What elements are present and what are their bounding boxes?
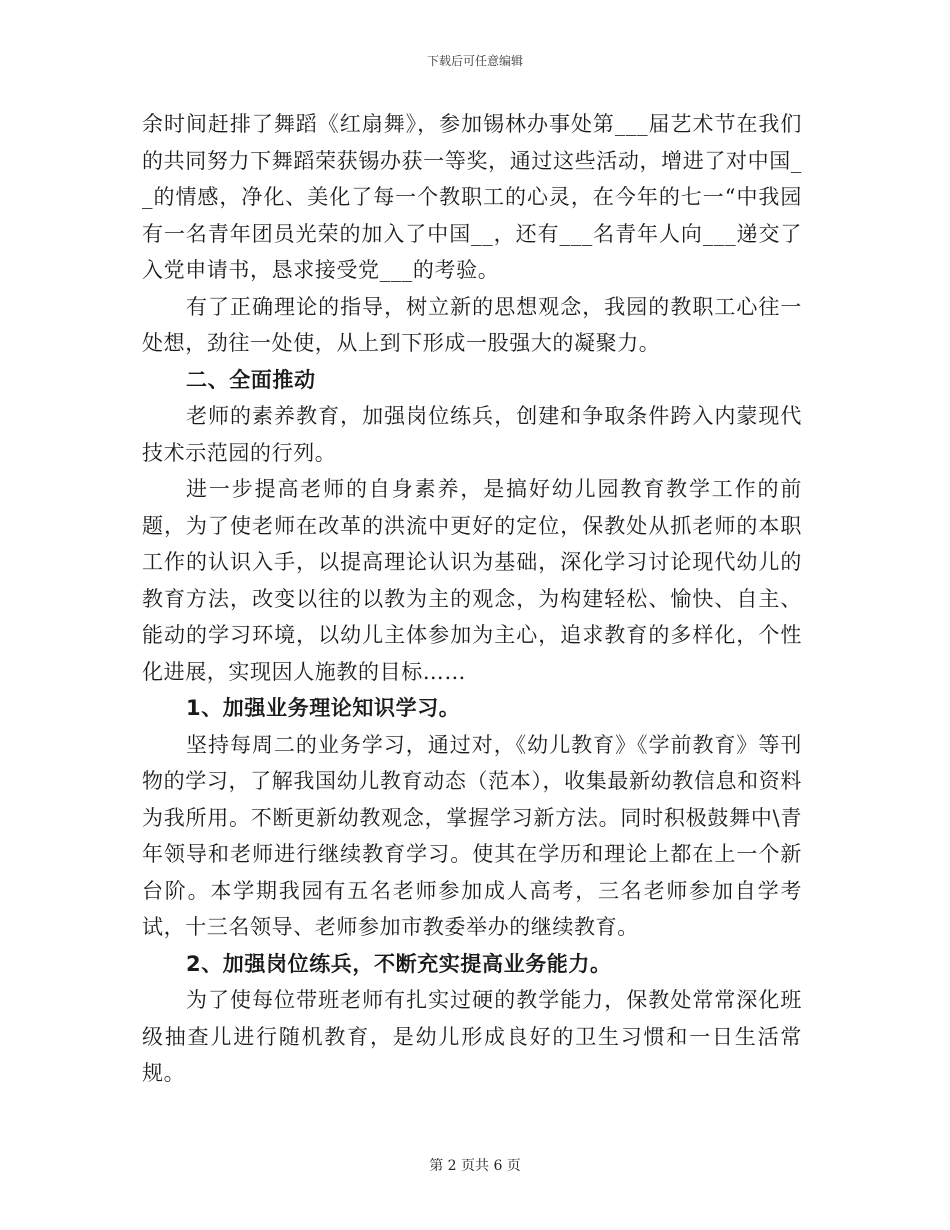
subheading-theory-study: 1、加强业务理论知识学习。 <box>186 696 461 720</box>
page-header: 下载后可任意编辑 <box>426 54 523 68</box>
paragraph-continuation: 余时间赶排了舞蹈《红扇舞》，参加锡林办事处第___届艺术节在我们的共同努力下舞蹈荣获锡办获一等奖，通过这些活动，增进了对中国__的情感，净化、美化了每一个教职工的心灵，在今年的七一“中我园有一名青年团员光荣的加入了中国__，还有___名青年人向___递交了入党申请书，恳求接受党___的考验。 <box>142 112 802 282</box>
document-body <box>142 106 802 1092</box>
paragraph-improve-quality: 进一步提高老师的自身素养，是搞好幼儿园教育教学工作的前题，为了使老师在改革的洪流中更好的定位，保教处从抓老师的本职工作的认识入手，以提高理论认识为基础，深化学习讨论现代幼儿的教育方法，改变以往的以教为主的观念，为构建轻松、愉快、自主、能动的学习环境，以幼儿主体参加为主心，追求教育的多样化，个性化进展，实现因人施教的目标…… <box>142 477 802 684</box>
paragraph-teacher-quality: 老师的素养教育，加强岗位练兵，创建和争取条件跨入内蒙现代技术示范园的行列。 <box>142 404 802 465</box>
subheading-job-training: 2、加强岗位练兵，不断充实提高业务能力。 <box>186 951 612 976</box>
paragraph-cohesion: 有了正确理论的指导，树立新的思想观念，我园的教职工心往一处想，劲往一处使，从上到下形成一股强大的凝聚力。 <box>142 294 802 355</box>
page-footer: 第 2 页共 6 页 <box>429 1158 521 1174</box>
section-heading-promotion: 二、全面推动 <box>186 367 316 392</box>
paragraph-teaching-ability: 为了使每位带班老师有扎实过硬的教学能力，保教处常常深化班级抽查儿进行随机教育，是幼儿形成良好的卫生习惯和一日生活常规。 <box>142 988 802 1085</box>
paragraph-weekly-study: 坚持每周二的业务学习，通过对，《幼儿教育》《学前教育》等刊物的学习，了解我国幼儿教育动态（范本），收集最新幼教信息和资料为我所用。不断更新幼教观念，掌握学习新方法。同时积极鼓舞中\青年领导和老师进行继续教育学习。使其在学历和理论上都在上一个新台阶。本学期我园有五名老师参加成人高考，三名老师参加自学考试，十三名领导、老师参加市教委举办的继续教育。 <box>142 732 802 939</box>
